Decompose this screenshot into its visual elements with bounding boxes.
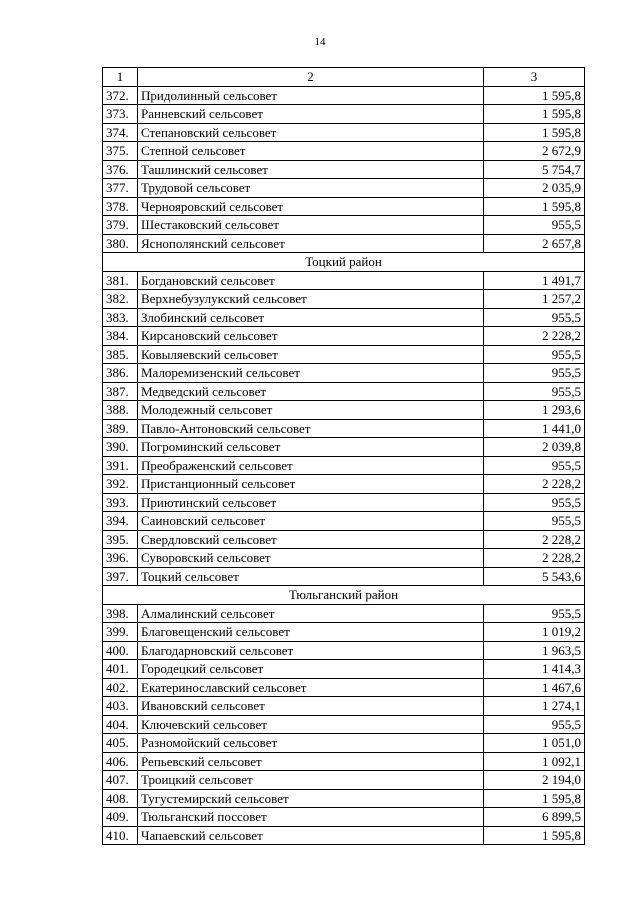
council-name: Злобинский сельсовет	[138, 308, 484, 327]
council-name: Павло-Антоновский сельсовет	[138, 419, 484, 438]
council-name: Степановский сельсовет	[138, 123, 484, 142]
row-number: 401.	[103, 660, 138, 679]
amount-value: 1 274,1	[484, 697, 585, 716]
row-number: 387.	[103, 382, 138, 401]
table-row	[103, 512, 585, 531]
council-name: Ковыляевский сельсовет	[138, 345, 484, 364]
amount-value: 955,5	[484, 364, 585, 383]
column-header-name: 2	[138, 68, 484, 87]
row-number: 388.	[103, 401, 138, 420]
amount-value: 2 194,0	[484, 771, 585, 790]
row-number: 406.	[103, 752, 138, 771]
amount-value: 6 899,5	[484, 808, 585, 827]
table-row	[103, 604, 585, 623]
table-row	[103, 697, 585, 716]
amount-value: 1 414,3	[484, 660, 585, 679]
amount-value: 2 039,8	[484, 438, 585, 457]
council-name: Преображенский сельсовет	[138, 456, 484, 475]
row-number: 390.	[103, 438, 138, 457]
amount-value: 2 228,2	[484, 475, 585, 494]
table-row	[103, 752, 585, 771]
amount-value: 1 092,1	[484, 752, 585, 771]
council-name: Придолинный сельсовет	[138, 86, 484, 105]
council-name: Тугустемирский сельсовет	[138, 789, 484, 808]
amount-value: 955,5	[484, 216, 585, 235]
council-name: Малоремизенский сельсовет	[138, 364, 484, 383]
council-name: Ивановский сельсовет	[138, 697, 484, 716]
row-number: 386.	[103, 364, 138, 383]
council-name: Погроминский сельсовет	[138, 438, 484, 457]
allocation-table	[102, 67, 585, 845]
amount-value: 955,5	[484, 715, 585, 734]
table-row	[103, 475, 585, 494]
row-number: 376.	[103, 160, 138, 179]
row-number: 374.	[103, 123, 138, 142]
row-number: 410.	[103, 826, 138, 845]
amount-value: 1 595,8	[484, 826, 585, 845]
table-row	[103, 308, 585, 327]
amount-value: 2 228,2	[484, 530, 585, 549]
row-number: 400.	[103, 641, 138, 660]
row-number: 398.	[103, 604, 138, 623]
row-number: 391.	[103, 456, 138, 475]
council-name: Богдановский сельсовет	[138, 271, 484, 290]
council-name: Яснополянский сельсовет	[138, 234, 484, 253]
amount-value: 1 595,8	[484, 105, 585, 124]
amount-value: 1 595,8	[484, 123, 585, 142]
council-name: Приютинский сельсовет	[138, 493, 484, 512]
council-name: Благодарновский сельсовет	[138, 641, 484, 660]
table-row	[103, 179, 585, 198]
council-name: Ранневский сельсовет	[138, 105, 484, 124]
council-name: Троицкий сельсовет	[138, 771, 484, 790]
table-row	[103, 364, 585, 383]
row-number: 382.	[103, 290, 138, 309]
amount-value: 955,5	[484, 345, 585, 364]
council-name: Ключевский сельсовет	[138, 715, 484, 734]
row-number: 399.	[103, 623, 138, 642]
table-row	[103, 715, 585, 734]
amount-value: 955,5	[484, 456, 585, 475]
row-number: 408.	[103, 789, 138, 808]
district-header-row	[103, 253, 585, 272]
amount-value: 955,5	[484, 604, 585, 623]
amount-value: 2 228,2	[484, 549, 585, 568]
council-name: Трудовой сельсовет	[138, 179, 484, 198]
amount-value: 1 257,2	[484, 290, 585, 309]
amount-value: 1 467,6	[484, 678, 585, 697]
district-name: Тюльганский район	[103, 586, 585, 605]
table-row	[103, 327, 585, 346]
council-name: Саиновский сельсовет	[138, 512, 484, 531]
row-number: 377.	[103, 179, 138, 198]
column-header-value: 3	[484, 68, 585, 87]
amount-value: 1 595,8	[484, 197, 585, 216]
table-row	[103, 734, 585, 753]
council-name: Свердловский сельсовет	[138, 530, 484, 549]
table-row	[103, 419, 585, 438]
amount-value: 1 491,7	[484, 271, 585, 290]
row-number: 405.	[103, 734, 138, 753]
council-name: Шестаковский сельсовет	[138, 216, 484, 235]
row-number: 375.	[103, 142, 138, 161]
amount-value: 2 657,8	[484, 234, 585, 253]
row-number: 392.	[103, 475, 138, 494]
table-row	[103, 271, 585, 290]
table-row	[103, 123, 585, 142]
table-row	[103, 808, 585, 827]
amount-value: 1 595,8	[484, 86, 585, 105]
table-row	[103, 660, 585, 679]
council-name: Степной сельсовет	[138, 142, 484, 161]
table-row	[103, 678, 585, 697]
table-row	[103, 567, 585, 586]
council-name: Молодежный сельсовет	[138, 401, 484, 420]
amount-value: 5 754,7	[484, 160, 585, 179]
table-row	[103, 290, 585, 309]
table-row	[103, 160, 585, 179]
row-number: 393.	[103, 493, 138, 512]
row-number: 403.	[103, 697, 138, 716]
table-row	[103, 641, 585, 660]
council-name: Тюльганский поссовет	[138, 808, 484, 827]
council-name: Репьевский сельсовет	[138, 752, 484, 771]
row-number: 404.	[103, 715, 138, 734]
row-number: 396.	[103, 549, 138, 568]
table-row	[103, 771, 585, 790]
row-number: 380.	[103, 234, 138, 253]
row-number: 373.	[103, 105, 138, 124]
row-number: 383.	[103, 308, 138, 327]
table-row	[103, 105, 585, 124]
council-name: Верхнебузулукский сельсовет	[138, 290, 484, 309]
row-number: 378.	[103, 197, 138, 216]
district-name: Тоцкий район	[103, 253, 585, 272]
amount-value: 2 672,9	[484, 142, 585, 161]
row-number: 389.	[103, 419, 138, 438]
page-number: 14	[314, 36, 326, 48]
council-name: Алмалинский сельсовет	[138, 604, 484, 623]
table-row	[103, 382, 585, 401]
row-number: 397.	[103, 567, 138, 586]
column-header-number: 1	[103, 68, 138, 87]
row-number: 381.	[103, 271, 138, 290]
council-name: Кирсановский сельсовет	[138, 327, 484, 346]
amount-value: 955,5	[484, 382, 585, 401]
row-number: 394.	[103, 512, 138, 531]
table-row	[103, 789, 585, 808]
row-number: 402.	[103, 678, 138, 697]
table-row	[103, 234, 585, 253]
table-row	[103, 86, 585, 105]
table-row	[103, 197, 585, 216]
table-row	[103, 142, 585, 161]
table-row	[103, 438, 585, 457]
table-row	[103, 493, 585, 512]
table-body	[103, 86, 585, 845]
council-name: Суворовский сельсовет	[138, 549, 484, 568]
amount-value: 955,5	[484, 308, 585, 327]
amount-value: 1 051,0	[484, 734, 585, 753]
council-name: Городецкий сельсовет	[138, 660, 484, 679]
row-number: 409.	[103, 808, 138, 827]
amount-value: 1 293,6	[484, 401, 585, 420]
amount-value: 5 543,6	[484, 567, 585, 586]
council-name: Чапаевский сельсовет	[138, 826, 484, 845]
row-number: 379.	[103, 216, 138, 235]
amount-value: 2 035,9	[484, 179, 585, 198]
row-number: 407.	[103, 771, 138, 790]
table-row	[103, 530, 585, 549]
council-name: Медведский сельсовет	[138, 382, 484, 401]
table-row	[103, 345, 585, 364]
amount-value: 2 228,2	[484, 327, 585, 346]
amount-value: 955,5	[484, 493, 585, 512]
table-header-row	[103, 68, 585, 87]
table-row	[103, 216, 585, 235]
amount-value: 1 019,2	[484, 623, 585, 642]
row-number: 385.	[103, 345, 138, 364]
council-name: Екатеринославский сельсовет	[138, 678, 484, 697]
row-number: 384.	[103, 327, 138, 346]
council-name: Благовещенский сельсовет	[138, 623, 484, 642]
district-header-row	[103, 586, 585, 605]
table-row	[103, 456, 585, 475]
table-row	[103, 549, 585, 568]
amount-value: 1 441,0	[484, 419, 585, 438]
table-row	[103, 826, 585, 845]
row-number: 372.	[103, 86, 138, 105]
amount-value: 955,5	[484, 512, 585, 531]
table-row	[103, 623, 585, 642]
council-name: Пристанционный сельсовет	[138, 475, 484, 494]
row-number: 395.	[103, 530, 138, 549]
amount-value: 1 963,5	[484, 641, 585, 660]
council-name: Тоцкий сельсовет	[138, 567, 484, 586]
table-row	[103, 401, 585, 420]
council-name: Разномойский сельсовет	[138, 734, 484, 753]
amount-value: 1 595,8	[484, 789, 585, 808]
council-name: Ташлинский сельсовет	[138, 160, 484, 179]
council-name: Чернояровский сельсовет	[138, 197, 484, 216]
